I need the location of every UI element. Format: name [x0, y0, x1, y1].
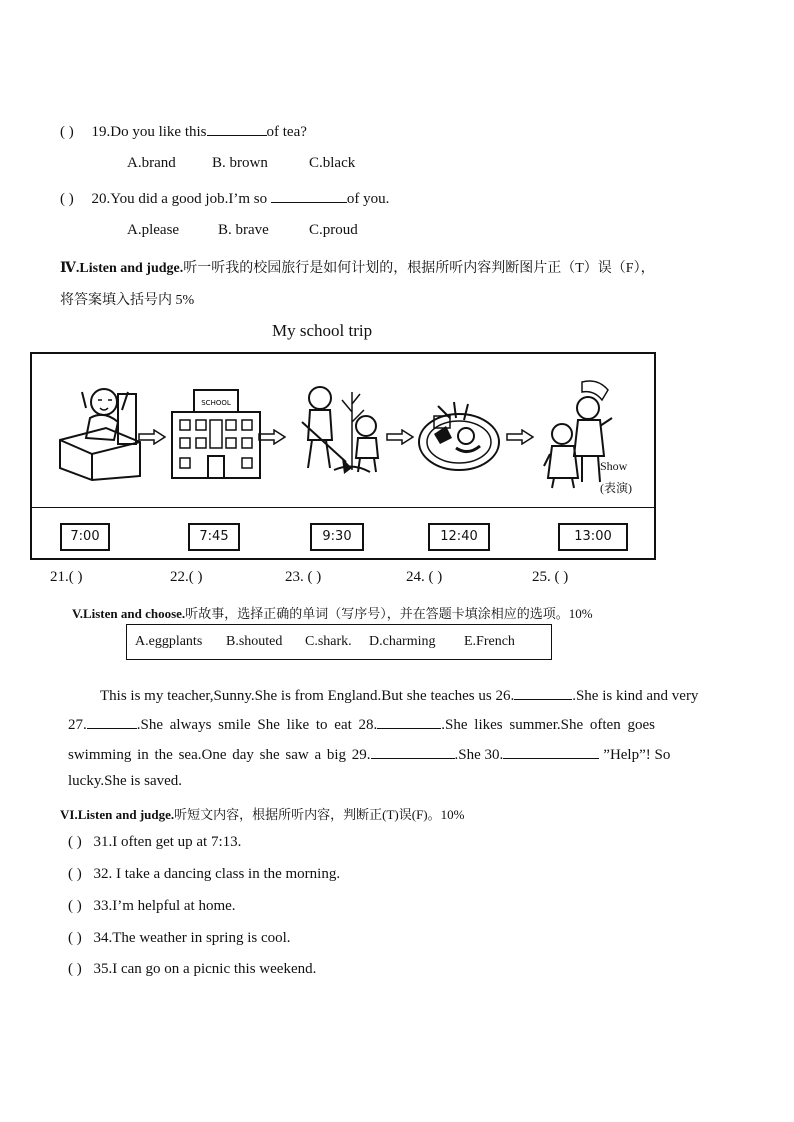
story-line-4: lucky.She is saved.	[68, 773, 183, 789]
q19-stem-post: of tea?	[266, 124, 307, 140]
arrow-right-icon	[386, 429, 414, 445]
story-line-1	[100, 685, 698, 705]
q20-stem-pre: 20.You did a good job.I’m so	[91, 191, 268, 207]
q19-stem-pre: 19.Do you like this	[91, 124, 207, 140]
trip-divider	[32, 507, 654, 508]
judge-paren-31[interactable]: ( )	[68, 834, 82, 850]
word-option-c: C.shark.	[305, 634, 352, 649]
story-text: 27.	[68, 717, 87, 733]
q20-option-b: B. brave	[218, 222, 269, 238]
arrow-right-icon	[258, 429, 286, 445]
word-option-a: A.eggplants	[135, 634, 203, 649]
show-label: Show	[600, 459, 628, 473]
judge-paren-32[interactable]: ( )	[68, 866, 82, 882]
section4-title-cn: 听一听我的校园旅行是如何计划的，根据所听内容判断图片正（T）误（F），	[183, 261, 655, 276]
lunch-plate-picture	[416, 398, 502, 474]
q20-answer-paren[interactable]: ( )	[60, 191, 74, 207]
q19-blank[interactable]	[207, 121, 267, 136]
blank-29[interactable]	[371, 744, 455, 759]
time-box-4: 12:40	[428, 523, 490, 551]
q20-line	[60, 188, 389, 208]
section6-heading	[60, 804, 464, 823]
arrow-right-icon	[506, 429, 534, 445]
judge-item-32	[68, 866, 340, 883]
q20-blank[interactable]	[271, 188, 347, 203]
section6-title-cn: 听短文内容，根据所听内容，判断正(T)误(F)。10%	[174, 807, 465, 822]
section4-heading	[60, 257, 655, 277]
time-box-5: 13:00	[558, 523, 628, 551]
story-text: swimming in the sea.One day she saw a big 29.	[68, 747, 371, 763]
q19-option-a: A.brand	[127, 155, 176, 171]
blank-26[interactable]	[514, 685, 572, 700]
judge-text-33: 33.I’m helpful at home.	[93, 898, 236, 914]
school-sign-text: SCHOOL	[201, 399, 231, 407]
q19-line	[60, 121, 307, 141]
story-text: This is my teacher,Sunny.She is from England.But she teaches us 26.	[100, 688, 515, 704]
word-option-b: B.shouted	[226, 634, 283, 649]
school-building-picture	[166, 386, 266, 480]
judge-text-31: 31.I often get up at 7:13.	[93, 834, 242, 850]
blank-28[interactable]	[377, 714, 441, 729]
story-text: .She 30.	[454, 747, 504, 763]
story-line-3	[68, 744, 670, 764]
word-bank-box	[126, 624, 552, 660]
judge-paren-34[interactable]: ( )	[68, 930, 82, 946]
section6-title-en: VI.Listen and judge.	[60, 807, 175, 822]
section5-title-en: V.Listen and choose.	[72, 606, 186, 621]
time-box-1: 7:00	[60, 523, 110, 551]
judge-item-31	[68, 834, 241, 851]
q20-option-a: A.please	[127, 222, 180, 238]
q20-option-c: C.proud	[309, 222, 358, 238]
trip-title: My school trip	[272, 321, 373, 340]
time-box-3: 9:30	[310, 523, 364, 551]
story-line-2	[68, 714, 655, 734]
section4-title-en: Ⅳ.Listen and judge.	[60, 261, 184, 276]
story-text: ”Help”! So	[603, 747, 671, 763]
judge-paren-35[interactable]: ( )	[68, 961, 82, 977]
section4-title-cn2: 将答案填入括号内 5%	[60, 293, 195, 308]
story-text: .She always smile She like to eat 28.	[136, 717, 378, 733]
trip-picture-box	[30, 352, 656, 560]
judge-item-35	[68, 961, 316, 978]
story-text: .She is kind and very	[572, 688, 699, 704]
time-box-2: 7:45	[188, 523, 240, 551]
arrow-right-icon	[138, 429, 166, 445]
blank-27[interactable]	[87, 714, 137, 729]
q19-option-b: B. brown	[212, 155, 268, 171]
planting-trees-picture	[294, 382, 388, 478]
q19-option-c: C.black	[309, 155, 356, 171]
judge-text-34: 34.The weather in spring is cool.	[93, 930, 291, 946]
answer-22[interactable]: 22.( )	[170, 569, 203, 585]
wake-up-bed-picture	[56, 380, 142, 482]
q20-stem-post: of you.	[346, 191, 390, 207]
story-text: .She likes summer.She often goes	[441, 717, 655, 733]
judge-text-35: 35.I can go on a picnic this weekend.	[93, 961, 317, 977]
section5-heading	[72, 603, 593, 622]
word-option-e: E.French	[464, 634, 515, 649]
answer-25[interactable]: 25. ( )	[532, 569, 569, 585]
show-label-cn: (表演)	[600, 481, 632, 495]
judge-item-34	[68, 930, 291, 947]
answer-21[interactable]: 21.( )	[50, 569, 83, 585]
judge-paren-33[interactable]: ( )	[68, 898, 82, 914]
word-option-d: D.charming	[369, 634, 436, 649]
blank-30[interactable]	[503, 744, 599, 759]
judge-text-32: 32. I take a dancing class in the morning.	[93, 866, 341, 882]
answer-23[interactable]: 23. ( )	[285, 569, 322, 585]
q19-answer-paren[interactable]: ( )	[60, 124, 74, 140]
judge-item-33	[68, 898, 236, 915]
answer-24[interactable]: 24. ( )	[406, 569, 443, 585]
section5-title-cn: 听故事，选择正确的单词（写序号），并在答题卡填涂相应的选项。10%	[185, 606, 593, 621]
